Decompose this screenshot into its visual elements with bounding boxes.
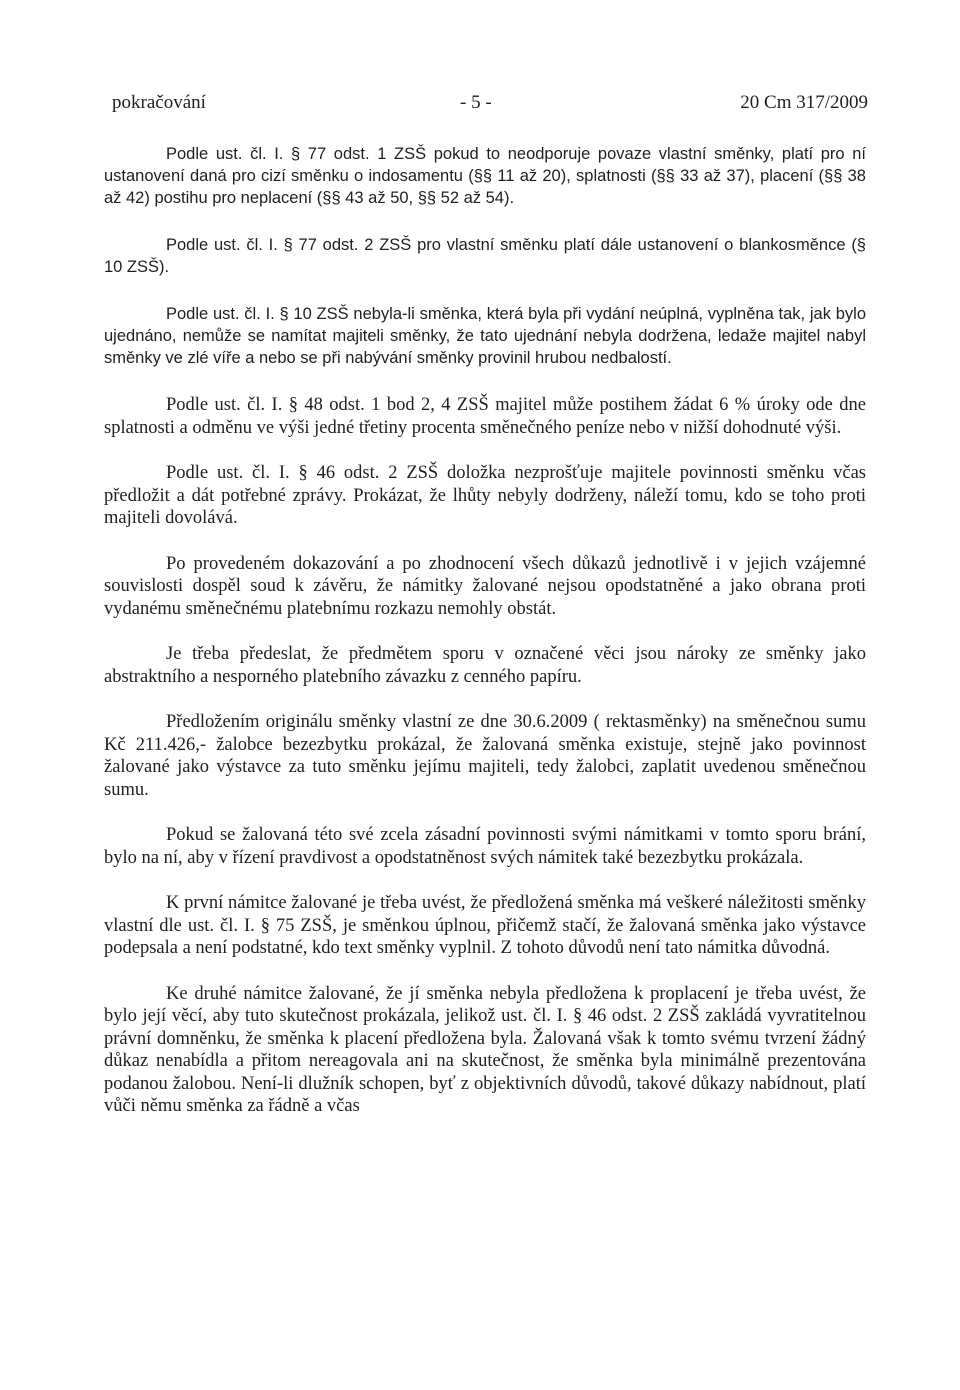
paragraph-7: Je třeba předeslat, že předmětem sporu v označené věci jsou nároky ze směnky jako abstraktního a nesporného platebního závazku z cenného papíru.: [104, 644, 866, 687]
paragraph-6: Po provedeném dokazování a po zhodnocení všech důkazů jednotlivě i v jejich vzájemné souvislosti dospěl soud k závěru, že námitky žalované nejsou opodstatněné a jako obrana proti vydanému směnečnému platebnímu rozkazu nemohly obstát.: [104, 553, 866, 619]
paragraph-11: Ke druhé námitce žalované, že jí směnka nebyla předložena k proplacení je třeba uvést, že bylo její věcí, aby tuto skutečnost prokázala, jelikož ust. čl. I. § 46 odst. 2 ZSŠ zakládá vyvratitelnou právní domněnku, že směnka k placení předložena byla. Žalovaná však k tomto svému tvrzení žádný důkaz nenabídla a přitom nereagovala ani na skutečnost, že směnka byla minimálně prezentována podanou žalobou. Není-li dlužník schopen, byť z objektivních důvodů, takové důkazy nabídnout, platí vůči němu směnka za řádně a včas: [104, 983, 866, 1116]
paragraph-1: Podle ust. čl. I. § 77 odst. 1 ZSŠ pokud to neodporuje povaze vlastní směnky, platí pro ní ustanovení daná pro cizí směnku o indosamentu (§§ 11 až 20), splatnosti (§§ 33 až 37), placení (§§ 38 až 42) postihu pro neplacení (§§ 43 až 50, §§ 52 až 54).: [104, 145, 866, 207]
continuation-label: pokračování: [112, 92, 206, 113]
paragraph-3: Podle ust. čl. I. § 10 ZSŠ nebyla-li směnka, která byla při vydání neúplná, vyplněna tak, jak bylo ujednáno, nemůže se namítat majiteli směnky, že tato ujednání nebyla dodržena, ledaže majitel nabyl směnky ve zlé víře a nebo se při nabývání směnky provinil hrubou nedbalostí.: [104, 305, 866, 367]
case-number: 20 Cm 317/2009: [740, 92, 868, 113]
paragraph-10: K první námitce žalované je třeba uvést, že předložená směnka má veškeré náležitosti směnky vlastní dle ust. čl. I. § 75 ZSŠ, je směnkou úplnou, přičemž stačí, že žalovaná směnka jako výstavce podepsala a není podstatné, kdo text směnky vyplnil. Z tohoto důvodů není tato námitka důvodná.: [104, 893, 866, 958]
paragraph-2: Podle ust. čl. I. § 77 odst. 2 ZSŠ pro vlastní směnku platí dále ustanovení o blankosměnce (§ 10 ZSŠ).: [104, 236, 866, 276]
page-header: [112, 92, 868, 122]
paragraph-9: Pokud se žalovaná této své zcela zásadní povinnosti svými námitkami v tomto sporu brání, bylo na ní, aby v řízení pravdivost a opodstatněnost svých námitek také bezezbytku prokázala.: [104, 825, 866, 868]
paragraph-5: Podle ust. čl. I. § 46 odst. 2 ZSŠ doložka nezprošťuje majitele povinnosti směnku včas předložit a dát potřebné zprávy. Prokázat, že lhůty nebyly dodrženy, náleží tomu, kdo se toho proti majiteli dovolává.: [104, 463, 866, 528]
document-body: [104, 143, 866, 1141]
page-number: - 5 -: [460, 92, 492, 113]
paragraph-4: Podle ust. čl. I. § 48 odst. 1 bod 2, 4 ZSŠ majitel může postihem žádat 6 % úroky ode dne splatnosti a odměnu ve výši jedné třetiny procenta směnečného peníze nebo v nižší dohodnuté výši.: [104, 395, 866, 438]
paragraph-8: Předložením originálu směnky vlastní ze dne 30.6.2009 ( rektasměnky) na směnečnou sumu Kč 211.426,- žalobce bezezbytku prokázal, že žalovaná směnka existuje, stejně jako povinnost žalované jako výstavce za tuto směnku jejímu majiteli, tedy žalobci, zaplatit uvedenou směnečnou sumu.: [104, 712, 866, 800]
